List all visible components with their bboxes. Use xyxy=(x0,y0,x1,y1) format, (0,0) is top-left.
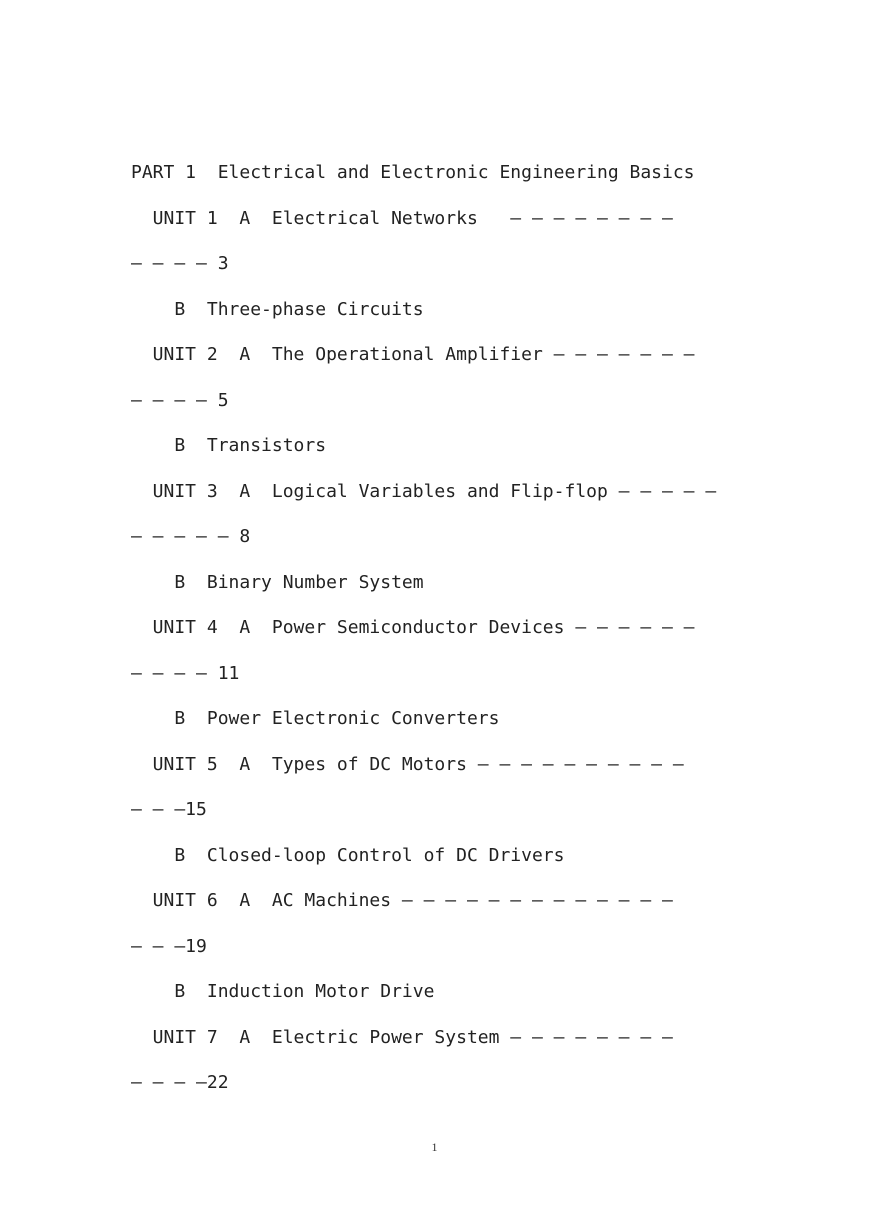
toc-line: — — — — — 8 xyxy=(131,526,251,547)
toc-line: B Transistors xyxy=(131,435,327,456)
page-number: 1 xyxy=(431,1140,438,1154)
toc-line: UNIT 4 A Power Semiconductor Devices — — — — — — xyxy=(131,617,695,638)
part-heading: PART 1 Electrical and Electronic Engineering Basics xyxy=(131,162,695,183)
toc-line: — — — — 3 xyxy=(131,253,229,274)
toc-line: — — — —22 xyxy=(131,1072,229,1093)
toc-line: UNIT 5 A Types of DC Motors — — — — — — — — — — xyxy=(131,754,684,775)
toc-line: B Induction Motor Drive xyxy=(131,981,435,1002)
toc-line: UNIT 7 A Electric Power System — — — — — — — — xyxy=(131,1027,673,1048)
toc-line: B Closed-loop Control of DC Drivers xyxy=(131,845,565,866)
toc-line: — — — — 11 xyxy=(131,663,240,684)
toc-line: UNIT 6 A AC Machines — — — — — — — — — — — — — xyxy=(131,890,673,911)
toc-line: B Three-phase Circuits xyxy=(131,299,424,320)
toc-line: B Binary Number System xyxy=(131,572,424,593)
toc-line: UNIT 3 A Logical Variables and Flip-flop — — — — — xyxy=(131,481,717,502)
toc-line: UNIT 1 A Electrical Networks — — — — — — — — xyxy=(131,208,673,229)
toc-line: — — — — 5 xyxy=(131,390,229,411)
toc-line: — — —15 xyxy=(131,799,207,820)
toc-line: — — —19 xyxy=(131,936,207,957)
toc-line: B Power Electronic Converters xyxy=(131,708,500,729)
toc-line: UNIT 2 A The Operational Amplifier — — — — — — — xyxy=(131,344,695,365)
